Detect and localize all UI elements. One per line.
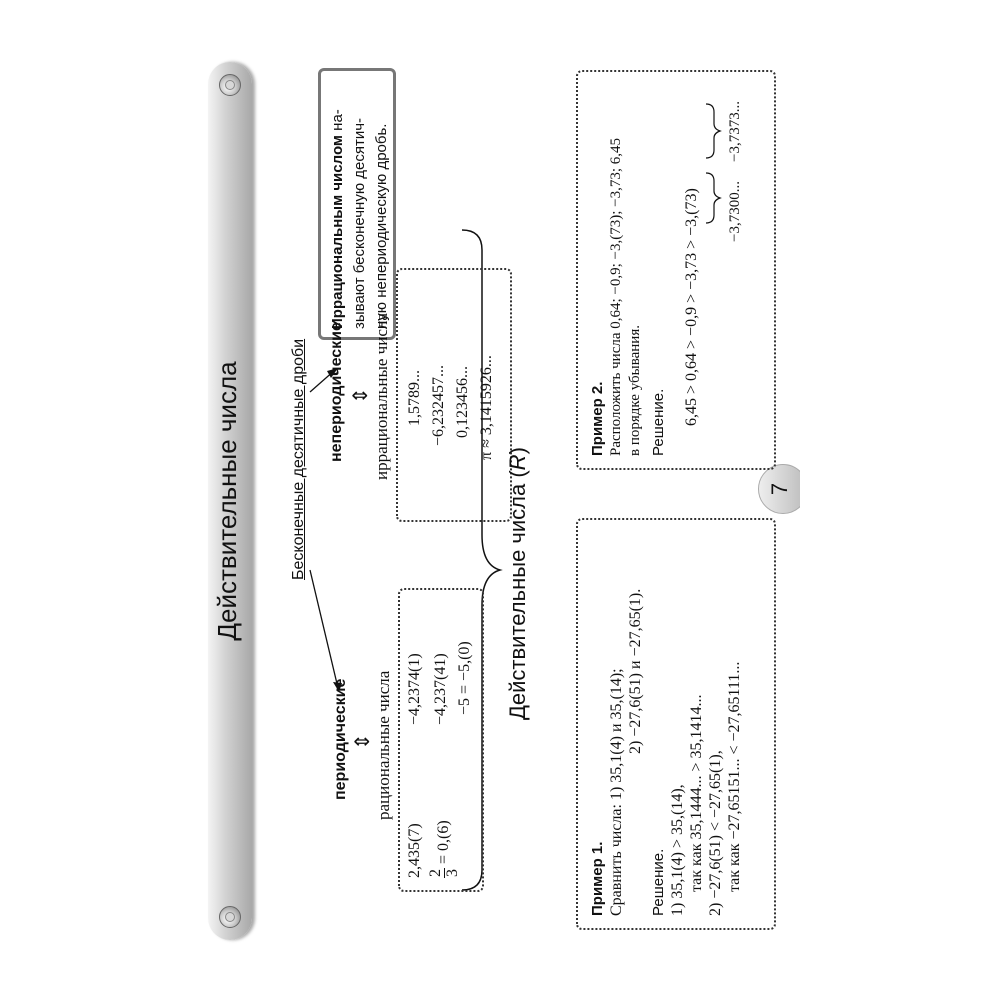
periodic-heading: периодические (332, 678, 349, 800)
rational-numbers-label: рациональные числа (374, 670, 393, 820)
periodic-ex3-rest: = 0,(6) (435, 820, 453, 864)
periodic-ex3 (428, 820, 461, 878)
brace-icon (706, 104, 720, 158)
example1-line1: Сравнить числа: 1) 35,1(4) и 35,(14); (608, 668, 625, 916)
example2-heading: Пример 2. (589, 381, 606, 456)
real-label-close: ) (505, 447, 530, 455)
page-number-tab (758, 464, 800, 514)
irrational-def-line3: ную непериодическую дробь. (373, 123, 390, 329)
example1-s2: так как 35,1444... > 35,1414... (688, 694, 705, 892)
page-title: Действительные числа (212, 361, 242, 641)
example2-solution: Решение. (650, 388, 667, 456)
example1-s4: так как −27,65151... < −27,65111... (726, 661, 743, 892)
page-number: 7 (767, 482, 792, 496)
periodic-ex4: −4,237(41) (432, 653, 449, 725)
example1-s1: 1) 35,1(4) > 35,(14), (669, 784, 686, 916)
real-numbers-label (505, 447, 531, 720)
nonperiodic-ex3: 0,123456... (454, 366, 471, 438)
nonperiodic-ex1: 1,5789... (406, 370, 423, 426)
example2-answer: 6,45 > 0,64 > −0,9 > −3,73 > −3,(73) (683, 188, 700, 426)
example1-heading: Пример 1. (589, 841, 606, 916)
irrational-numbers-label: иррациональные числа (372, 313, 391, 480)
example2-line2: в порядке убывания. (627, 325, 643, 456)
irrational-def-bold: Иррациональным числом (329, 134, 346, 329)
nonperiodic-arrow-icon: ⇕ (350, 387, 372, 404)
nonperiodic-ex4: π ≈ 3,1415926... (478, 355, 495, 460)
nonperiodic-ex2: −6,232457... (430, 364, 447, 446)
example2-box (576, 70, 776, 470)
example1-s3: 2) −27,6(51) < −27,65(1), (707, 750, 724, 916)
content-canvas (200, 50, 800, 950)
periodic-ex5: −5 = −5,(0) (456, 641, 473, 715)
example2-under1: −3,7300... (727, 181, 743, 242)
example1-line2: 2) −27,6(51) и −27,65(1). (627, 588, 644, 754)
periodic-ex1: 2,435(7) (406, 823, 423, 878)
example2-under2: −3,7373... (727, 101, 743, 162)
nonperiodic-examples-box (396, 268, 512, 522)
brace-icon (706, 173, 720, 223)
fraction-numerator: 2 (427, 869, 444, 877)
periodic-ex2: −4,2374(1) (406, 653, 423, 725)
example1-solution: Решение. (650, 848, 667, 916)
example2-braces (578, 68, 778, 468)
real-symbol: R (505, 454, 530, 471)
irrational-def-line2: зывают бесконечную десятич- (351, 117, 368, 329)
periodic-examples-box (398, 588, 484, 892)
periodic-arrow-icon: ⇕ (352, 733, 374, 750)
real-label-text: Действительные числа ( (505, 470, 530, 720)
fraction-denominator: 3 (444, 869, 461, 877)
infinite-decimals-label: Бесконечные десятичные дроби (290, 338, 307, 580)
example2-line1: Расположить числа 0,64; −0,9; −3,(73); −3,73; 6,45 (608, 137, 624, 456)
arrow-to-periodic (310, 570, 338, 688)
rotated-page (200, 50, 800, 950)
example1-box (576, 518, 776, 930)
fraction (428, 868, 461, 878)
nonperiodic-heading: непериодические (328, 322, 345, 462)
irrational-def-rest: на- (329, 109, 346, 135)
